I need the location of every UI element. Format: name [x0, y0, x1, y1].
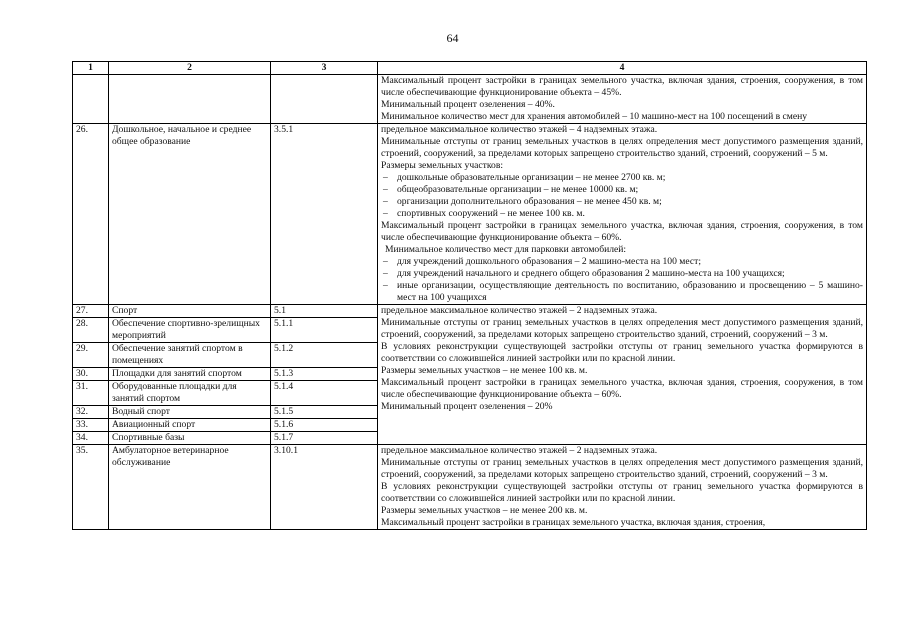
- sport-coverage: Максимальный процент застройки в границах земельного участка, включая здания, строения, сооружения, в том числе обеспечивающие функционирование объекта – 60%.: [381, 377, 863, 400]
- list-item: – для учреждений начального и среднего общего образования 2 машино-места на 100 учащихся;: [381, 268, 863, 280]
- vet-setbacks: Минимальные отступы от границ земельных участков в целях определения мест допустимого размещения зданий, строений, сооружений, за пределами которых запрещено строительство зданий, строений, сооружений – 3 м.: [381, 457, 863, 480]
- sport-description: [378, 305, 867, 445]
- cont-parking: Минимальное количество мест для хранения автомобилей – 10 машино-мест на 100 посещений в смену: [381, 111, 808, 122]
- table-row: [73, 124, 867, 305]
- use-name: Водный спорт: [109, 406, 271, 419]
- row-number: 26.: [73, 124, 109, 305]
- use-name: Амбулаторное ветеринарное обслуживание: [109, 445, 271, 530]
- sport-setbacks: Минимальные отступы от границ земельных участков в целях определения мест допустимого размещения зданий, строений, сооружений, за пределами которых запрещено строительство зданий, строений, сооружений – 3 м.: [381, 317, 863, 340]
- cont-greenery: Минимальный процент озеленения – 40%.: [381, 99, 555, 110]
- continuation-description: [378, 75, 867, 124]
- vet-floors: предельное максимальное количество этажей – 2 надземных этажа.: [381, 445, 658, 456]
- header-row: [73, 62, 867, 75]
- header-col-2: 2: [109, 62, 271, 75]
- use-name: Дошкольное, начальное и среднее общее образование: [109, 124, 271, 305]
- use-code: 5.1.3: [271, 368, 378, 381]
- cont-coverage: Максимальный процент застройки в границах земельного участка, включая здания, строения, сооружения, в том числе обеспечивающие функционирование объекта – 45%.: [381, 75, 863, 98]
- use-name: Авиационный спорт: [109, 419, 271, 432]
- floors-text: предельное максимальное количество этажей – 4 надземных этажа.: [381, 124, 658, 135]
- setbacks-text: Минимальные отступы от границ земельных участков в целях определения мест допустимого размещения зданий, строений, сооружений, за пределами которых запрещено строительство зданий, строений, сооружений – 5 м.: [381, 136, 863, 159]
- vet-description: [378, 445, 867, 530]
- sport-reconstruction: В условиях реконструкции существующей застройки отступы от границ земельного участка формируются в соответствии со сложившейся линией застройки или по красной линии.: [381, 341, 863, 364]
- row-number: 35.: [73, 445, 109, 530]
- page-number: 64: [446, 31, 459, 45]
- use-description: [378, 124, 867, 305]
- vet-sizes: Размеры земельных участков – не менее 200 кв. м.: [381, 505, 588, 516]
- use-code: 5.1.2: [271, 343, 378, 368]
- row-number: 31.: [73, 381, 109, 406]
- row-number: 33.: [73, 419, 109, 432]
- use-code: 3.5.1: [271, 124, 378, 305]
- use-code: 5.1.1: [271, 318, 378, 343]
- sport-sizes: Размеры земельных участков – не менее 100 кв. м.: [381, 365, 588, 376]
- row-number: 34.: [73, 432, 109, 445]
- sizes-title: Размеры земельных участков:: [381, 160, 504, 171]
- list-item: – иные организации, осуществляющие деятельность по воспитанию, образованию и просвещению – 5 машино-мест на 100 учащихся: [381, 280, 863, 304]
- use-code: 3.10.1: [271, 445, 378, 530]
- sport-greenery: Минимальный процент озеленения – 20%: [381, 401, 553, 412]
- sport-floors: предельное максимальное количество этажей – 2 надземных этажа.: [381, 305, 658, 316]
- use-code: 5.1.6: [271, 419, 378, 432]
- list-item: – организации дополнительного образования – не менее 450 кв. м;: [381, 196, 863, 208]
- use-name: Площадки для занятий спортом: [109, 368, 271, 381]
- use-name: Спортивные базы: [109, 432, 271, 445]
- list-item: – спортивных сооружений – не менее 100 кв. м.: [381, 208, 863, 220]
- list-item: – общеобразовательные организации – не менее 10000 кв. м;: [381, 184, 863, 196]
- use-name: Обеспечение занятий спортом в помещениях: [109, 343, 271, 368]
- use-code: 5.1.4: [271, 381, 378, 406]
- list-item: – для учреждений дошкольного образования – 2 машино-места на 100 мест;: [381, 256, 863, 268]
- row-number: 28.: [73, 318, 109, 343]
- use-code: 5.1.7: [271, 432, 378, 445]
- use-name: Обеспечение спортивно-зрелищных мероприятий: [109, 318, 271, 343]
- row-number: 27.: [73, 305, 109, 318]
- coverage-text: Максимальный процент застройки в границах земельного участка, включая здания, строения, сооружения, в том числе обеспечивающие функционирование объекта – 60%.: [381, 220, 863, 243]
- vet-reconstruction: В условиях реконструкции существующей застройки отступы от границ земельного участка формируются в соответствии со сложившейся линией застройки или по красной линии.: [381, 481, 863, 504]
- list-item: – дошкольные образовательные организации – не менее 2700 кв. м;: [381, 172, 863, 184]
- land-use-table: [72, 61, 867, 530]
- use-code: 5.1.5: [271, 406, 378, 419]
- use-code: 5.1: [271, 305, 378, 318]
- use-name: Оборудованные площадки для занятий спортом: [109, 381, 271, 406]
- header-col-3: 3: [271, 62, 378, 75]
- use-name: Спорт: [109, 305, 271, 318]
- row-number: 30.: [73, 368, 109, 381]
- header-col-4: 4: [378, 62, 867, 75]
- row-number: 32.: [73, 406, 109, 419]
- header-col-1: 1: [73, 62, 109, 75]
- continuation-row: [73, 75, 867, 124]
- parking-title: Минимальное количество мест для парковки автомобилей:: [385, 244, 627, 255]
- table-row: [73, 305, 867, 318]
- vet-coverage: Максимальный процент застройки в границах земельного участка, включая здания, строения,: [381, 517, 766, 528]
- row-number: 29.: [73, 343, 109, 368]
- table-row: [73, 445, 867, 530]
